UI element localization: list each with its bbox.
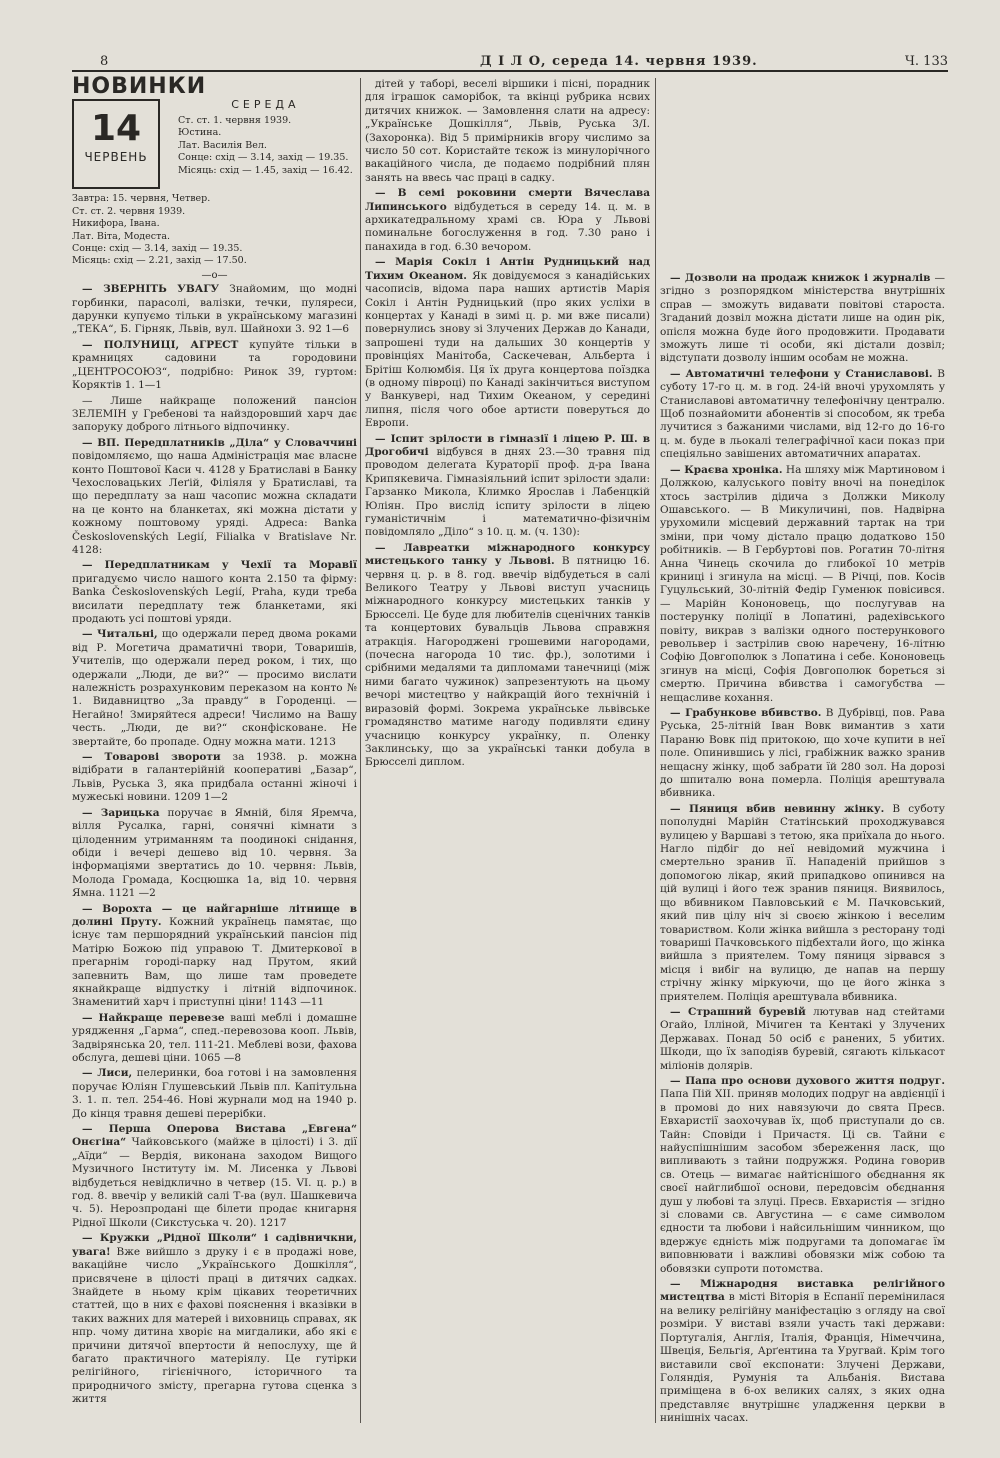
news-item-text: що одержали перед двома роками від Р. Могетича драматичні твори, Товаришів, Учителів, що одержали перед роком, і тих, що одержали „Люди, де ви?“ — просимо вислати належність розрахунковим переказом на конто № 1. Видавництво „За правду“ в Городенці. — Негайно! Змиряйтеся адреси! Числимо на Вашу честь. „Люди, де ви?“ сконфісковане. Не звертайте, бо пропаде. Одну можна мати. 1213 [72,628,357,748]
calendar-line: Завтра: 15. червня, Четвер. [72,193,211,205]
news-item [72,395,357,435]
news-item-text: Папа Пій XII. приняв молодих подруг на авдієнції і в промові до них навязуючи до свята Пресв. Евхаристії заохочував їх, щоб приступали до св. Тайн: Сповіди і Причастя. Ці св. Тайни є найуспішнішим засобом збереження ласк, що випливають з тайни подружжя. Родина говорив св. Отець — вимагає найтіснішого обєднання як своєї найглибшої основи, передовсім обєднання душ у любові та злуці. Пресв. Евхаристія — згідно зі словами св. Августина — є саме символом єдности та любови і найсильнішим чинником, що вдержує єдність між подругами та допомагає їм виповнювати і важливі обовязки між собою та обовязки супроти потомства. [660,1088,945,1275]
news-item-text: пелеринки, боа готові і на замовлення поручає Юліян Глушевський Львів пл. Капітульна 3. 1. п. тел. 254-46. Нові журнали мод на 1940 р. До кінця травня дешеві перерібки. [72,1067,357,1120]
calendar-block [72,99,357,189]
news-item-text: поручає в Ямній, біля Яремча, вілля Русалка, гарні, сонячні кімнати з цілоденним утриманням та поодинокі снідання, обіди і вечері дешево від 10. червня. За інформаціями звертатись до 10. червня: Львів, Молода Громада, Косцюшка 1а, від 10. червня Ямна. 1121 —2 [72,806,357,900]
news-item-lead: — Страшний буревій [670,1005,806,1018]
news-item-lead: — Іспит зрілости в гімназії і ліцею Р. Ш. в Дрогобичі [365,432,650,458]
news-item-text: Чайковського (майже в цілості) і 3. дії „Аїди“ — Вердія, виконана заходом Вищого Музичного Інституту ім. М. Лисенка у Львові відбудеться невідклично в четвер (15. VI. ц. р.) в год. 8. ввечір у великій салі Т-ва (вул. Шашкевича ч. 5). Нерозпродані ще білети продає книгарня Рідної Школи (Сикстуська ч. 20). 1217 [72,1136,357,1229]
section-title: НОВИНКИ [72,74,207,99]
calendar-line: Юстина. [178,127,222,139]
news-item [72,283,357,337]
calendar-line: Сонце: схід — 3.14, захід — 19.35. [72,243,243,255]
calendar-today-lines [178,115,353,177]
news-item-text: відбувся в днях 23.—30 травня під проводом делегата Кураторії проф. д-ра Івана Крипякевича. Гімназіяльний іспит зрілости здали: Гарзанко Микола, Климко Ярослав і Лабенцкій Юліян. Про вислід іспиту зрілости в ліцею гуманістичнім і математично-фізичнім повідомляло „Діло“ з 10. ц. м. (ч. 130): [365,445,650,539]
calendar-details [178,99,353,189]
news-item [660,707,945,801]
news-item-text: В суботу пополудні Марійн Статінський проходжувався вулицею у Варшаві з тетою, яка приїхала до нього. Нагло підбіг до неї невідомий мужчина і смертельно зранив її. Нападеній прийшов з допомогою лікар, який припадково опинився на цій вулиці і його теж зранив пяниця. Виявилось, що вбивником Павловський є М. Пачковський, який пив цілу ніч зі своєю жінкою і веселим товариством. Коли жінка вийшла з ресторану тоді товариші Пачковського підбехтали його, що жінка вийшла з приятелем. Тому пяниця зірвався з місця і вибіг на вулицю, де напав на першу стрічну жінку міркуючи, що це його жінка з приятелем. Поліція арештувала вбивника. [660,802,945,1003]
news-item-lead: — Читальні, [82,628,158,641]
news-item [660,803,945,1004]
column-2 [365,78,650,772]
calendar-month: ЧЕРВЕНЬ [84,150,148,165]
page-header [100,52,948,72]
news-item [365,256,650,430]
news-item-text: Як довідуємося з канадійських часописів, відома пара наших артистів Марія Сокіл і Антін Рудницький (про яких усліхи в концертах у Канаді в зимі ц. р. ми вже писали) повернулись знову зі Злучених Держав до Канади, запрошені туди на дальших 30 концертів у провінціях Манітоба, Саскечеван, Альберта і Брітіш Колюмбія. Ця їх друга концертова поїздка (в одному півроці) по Канаді закінчиться виступом у Ванкувері, над Тихим Океаном, у середині липня, після чого обое артисти поверуться до Европи. [365,269,650,430]
news-item-lead: — ВП. Передплатників „Діла“ у Словаччині [82,436,357,449]
calendar-line: Ст. ст. 1. червня 1939. [178,115,292,126]
calendar-line: Ст. ст. 2. червня 1939. [72,205,186,217]
news-item [72,628,357,749]
news-item [72,1012,357,1066]
news-item-text: за 1938. р. можна відібрати в галантерійній кооперативі „Базар“, Львів, Руська 3, яка придбала останні жіночі і мужеські новини. 1209 1—2 [72,751,357,804]
news-item [72,751,357,805]
news-item-lead: — ЗВЕРНІТЬ УВАГУ [82,283,220,296]
column-divider [360,78,361,1423]
news-item [72,559,357,626]
news-item-lead: — Папа про основи духового життя подруг. [670,1074,945,1087]
news-item-text: — Лише найкраще положений пансіон ЗЕЛЕМІН у Гребенові та найздоровший харч дає запоруку доброго літнього відпочинку. [72,394,357,434]
calendar-line: Місяць: схід — 2.21, захід — 17.50. [72,255,247,267]
news-item [72,339,357,393]
date-box [72,99,160,189]
news-item-lead: — Пяниця вбив невинну жінку. [670,802,885,815]
news-item [72,1232,357,1406]
news-item-lead: — Автоматичні телефони у Станиславові. [670,367,933,380]
news-item-text: дітей у таборі, веселі віршики і пісні, порадник для іграшок саморібок, та вкінці рубрика нсвих дитячих книжок. — Замовлення слати на адресу: „Українське Дошкілля“, Львів, Руська 3/І. (Захоронка). Від 5 примірників вгору числимо за число 50 сот. Користайте тєкож із минулорічного вакаційного числа, де подаємо подрібний плян занять на ввесь час праці в садку. [365,78,650,184]
column-3-items [660,272,945,1426]
news-item-lead: — Дозволи на продаж книжок і журналів [670,272,931,284]
calendar-day: 14 [90,108,142,150]
news-item [660,272,945,366]
newspaper-dateline: Д І Л О, середа 14. червня 1939. [480,54,758,69]
news-item-lead: — Грабункове вбивство. [670,707,822,719]
header-rule [72,70,948,72]
calendar-line: Никифора, Івана. [72,218,160,230]
news-item-text: лютував над стейтами Огайо, Ілліной, Мічиген та Кентакі у Злучених Державах. Понад 50 осіб є ранених, 5 убитих. Шкоди, що їх заподіяв буревій, сягають кількасот міліонів долярів. [660,1005,945,1072]
calendar-tomorrow-lines [72,193,357,267]
news-item-lead: — Лиси, [82,1067,133,1080]
news-item-lead: — Найкраще перевезе [82,1011,225,1024]
news-item-lead: — Ворохта — це найгарніше літнище в долині Пруту. [72,902,357,928]
news-item-lead: — Кружки „Рідної Школи“ і садівничкни, увага! [72,1232,357,1258]
column-3 [660,272,945,1428]
news-item-text: Кожний українець памятає, що існує там першорядний український пансіон під Матірю Божою під управою Т. Дмитеркової в прегарнім городі-парку над Прутом, який запевнить Вам, що лише там проведете якнайкраще відпустку і літній відпочинок. Знаменитий харч і приступні ціни! 1143 —11 [72,915,357,1009]
news-item [660,1006,945,1073]
news-item-lead: — Міжнародня виставка релігійного мистецтва [660,1278,945,1304]
page-number: 8 [100,54,109,69]
news-item-text: купуйте тільки в крамницях садовини та городовини „ЦЕНТРОСОЮЗ“, подрібно: Ринок 39, гуртом: Коряктів 1. 1—1 [72,338,358,392]
news-item-text: В суботу 17-го ц. м. в год. 24-ій вночі урухомлять у Станиславові автоматичну телефонічну централю. Щоб познайомити абонентів зі способом, як треба лучитися з бажаними числами, від 12-го до 16-го ц. м. буде в льокалі телеграфічної каси показ при спеціяльно завішених автоматичних апаратах. [660,367,945,461]
calendar-line: Сонце: схід — 3.14, захід — 19.35. [178,152,349,164]
news-item [72,1123,357,1230]
issue-number: Ч. 133 [904,54,948,69]
news-item [365,433,650,540]
news-item [660,368,945,462]
news-item-text: В пятницю 16. червня ц. р. в 8. год. ввечір відбудеться в салі Великого Театру у Львові виступ учасниць міжнародного конкурсу мистецьких танків у Брюсселі. Це буде для любителів сценічних танків та концертових бувальців Львова справжня атракція. Нагороджені грошевими нагородами, (почесна нагорода 10 тис. фр.), золотими і срібними медалями та дипломами танечниці (між ними багато чужинок) запрезентують на цьому вечорі мистецтво у найкращій його технічній і виразовій формі. Зокрема українське львівське громадянство матиме нагоду подивляти єдину учасницю конкурсу українку, п. Оленку Заклинську, що за українські танки добула в Брюсселі диплом. [365,555,650,769]
news-item-text: — згідно з розпорядком міністерства внутрішніх справ — зможуть видавати повітові староста. Згаданий дозвіл можна дістати лише на один рік, опісля можна буде його продовжити. Продавати зможуть лише ті особи, які дістали дозвіл; відступати дозволу іншим особам не можна. [660,272,946,365]
calendar-weekday: СЕРЕДА [231,98,300,112]
news-item-lead: — Зарицька [82,806,160,819]
calendar-line: Місяць: схід — 1.45, захід — 16.42. [178,164,353,176]
separator: —о— [201,269,228,281]
news-item-lead: — Краєва хроніка. [670,463,783,476]
news-item [365,187,650,254]
news-item-text: в місті Віторія в Еспанії перемінилася на велику релігійну маніфестацію з огляду на свої розміри. У виставі взяли участь такі держави: Португалія, Англія, Італія, Франція, Німеччина, Швеція, Бельгія, Арґентина та Уругвай. Крім того виставили свої експонати: Злучені Держави, Голяндія, Румунія та Альбанія. Вистава приміщена в 6-ох великих салях, з яких одна представляє внутрішнє уладження церкви в нинішніх часах. [660,1291,945,1425]
news-item-lead: — Товарові звороти [82,751,221,764]
news-item [72,1067,357,1121]
news-item [365,542,650,770]
news-item-text: Вже вийшло з друку і є в продажі нове, вакаційне число „Українського Дошкілля“, присвячене в цілості праці в дитячих садках. Знайдете в ньому крім цікавих теоретичних статтей, що в них є фахові пояснення і вказівки в таких важних для матерей і виховниць справах, як нпр. чому дитина хворіє на мигдалики, або які є причини дитячої впертости й непослуху, ще й багато практичного матеріялу. Це гутірки релігійного, гігієнічного, історичного та природничого змісту, прегарна гутова сценка з життя [72,1245,357,1406]
news-item-lead: — Передплатникам у Чехії та Моравії [82,559,357,572]
column-1 [72,74,358,1409]
column-divider [655,78,656,1423]
news-item [365,78,650,185]
news-item-text: На шляху між Мартиновом і Должкою, калуського повіту вночі на понеділок хтось застрілив дідича з Должки Миколу Ошавського. — В Микуличині, пов. Надвірна урухомили місцевий державний тартак на три зміни, при чому дістало працю додатково 150 робітників. — В Гербуртові пов. Рогатин 70-літня Анна Чинець скочила до глибокої 10 метрів криниці і згинула на місці. — В Річці, пов. Косів Гуцульський, 30-літній Федір Гуменюк повісився. — Марійн Кононовець, що послугував на постерунку поліції в Лопатині, радехівського повіту, викрав з валізки одного постерункового револьвер і застрілив свою наречену, 16-літню Софію Довгополюк з Лопатина і себе. Кононовець згинув на місці, Софія Довгополюк бореться зі смертю. Причина вбивства і самогубства — нещасливе кохання. [660,463,945,704]
news-item-lead: — В семі роковини смерти Вячеслава Липинського [365,187,650,213]
news-item-text: пригадуємо число нашого конта 2.150 та фірму: Banka Československých Legií, Praha, куди треба висилати передплату теж бланкетами, які продають усі поштові уряди. [72,572,357,625]
news-item-text: ваші меблі і домашне урядження „Гарма“, спед.-перевозова кооп. Львів, Задвірянська 20, тел. 111-21. Меблеві вози, фахова обслуга, дешеві ціни. 1065 —8 [72,1011,358,1064]
news-item-lead: — Лавреатки міжнародного конкурсу мистецького танку у Львові. [365,541,650,568]
news-item [660,1075,945,1276]
news-item [72,437,357,558]
column-1-items [72,283,357,1406]
news-item-text: повідомляємо, що наша Адміністрація має власне конто Поштової Каси ч. 4128 у Братиславі в Банку Чехословацьких Леґій, Філіяля у Братиславі, та що передплату за наш часопис можна складати на це конто на бланкетах, які можна дістати у кожному поштовому уряді. Адреса: Banka Československých Legií, Filialka v Bratislave Nr. 4128: [72,450,357,556]
news-item-text: В Дубрівці, пов. Рава Руська, 25-літній Іван Вовк вимантив з хати Параню Вовк під притокою, що хоче купити в неї поле. Опинившись у лісі, грабіжник важко зранив нещасну жінку, щоб забрати їй 280 зол. На дорозі до шпиталю вона померла. Поліція арештувала вбивника. [660,707,945,800]
news-item [660,1278,945,1425]
news-item-text: відбудеться в середу 14. ц. м. в архикатедральному храмі св. Юра у Львові поминальне богослуження в год. 7.30 рано і панахида в год. 6.30 вечором. [365,200,650,253]
calendar-line: Лат. Віта, Модеста. [72,230,171,242]
news-item [72,903,357,1010]
news-item [660,464,945,705]
calendar-line: Лат. Василія Вел. [178,139,267,151]
column-2-items [365,78,650,770]
news-item-lead: — Марія Сокіл і Антін Рудницький над Тихим Океаном. [365,256,650,282]
news-item-text: Знайомим, що модні горбинки, парасолі, валізки, течки, пуляреси, дарунки купуємо тільки в українському магазині „ТЕКА“, Б. Гірняк, Львів, вул. Шайнохи 3. 92 1—6 [72,283,357,336]
news-item-lead: — ПОЛУНИЦІ, АГРЕСТ [82,338,239,351]
news-item [72,807,357,901]
news-item-lead: — Перша Оперова Вистава „Евгена“ Онєгіна“ [72,1123,357,1149]
